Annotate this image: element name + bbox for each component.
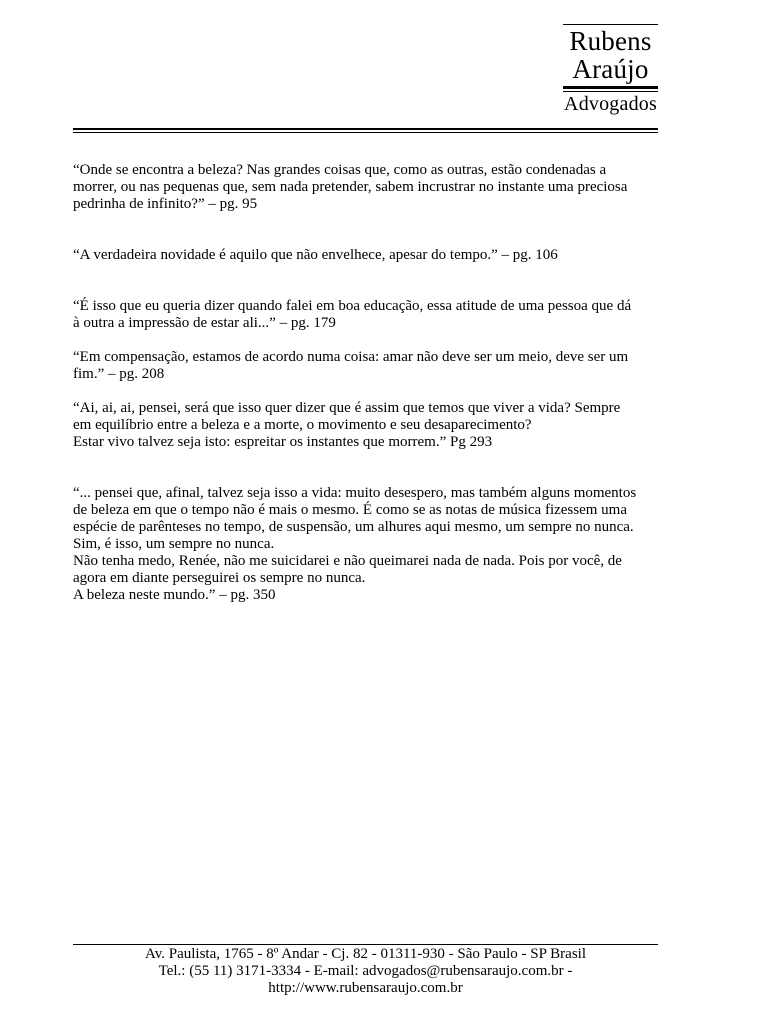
logo-top-rule — [563, 24, 658, 25]
paragraph-spacer — [73, 264, 673, 298]
header-separator — [73, 128, 658, 133]
footer-separator — [73, 944, 658, 945]
logo-name-araujo: Araújo — [572, 54, 649, 84]
paragraph-spacer — [73, 213, 673, 247]
quote-paragraph: “Onde se encontra a beleza? Nas grandes coisas que, como as outras, estão condenadas a morrer, ou nas pequenas que, sem nada pretender, sabem incrustrar no instante uma preciosa pedrinha de infinito?” – pg. 95 — [73, 162, 628, 212]
footer-contact: Tel.: (55 11) 3171-3334 - E-mail: advogados@rubensaraujo.com.br - — [158, 963, 573, 979]
page-footer — [73, 946, 658, 997]
logo-subtitle-advogados: Advogados — [564, 93, 657, 115]
quote-paragraph: “Em compensação, estamos de acordo numa coisa: amar não deve ser um meio, deve ser um fim.” – pg. 208 — [73, 349, 629, 382]
paragraph-spacer — [73, 383, 673, 400]
quote-paragraph: “É isso que eu queria dizer quando falei em boa educação, essa atitude de uma pessoa que dá à outra a impressão de estar ali...” – pg. 179 — [73, 298, 632, 331]
paragraph-spacer — [73, 451, 673, 485]
quote-paragraph: “A verdadeira novidade é aquilo que não envelhece, apesar do tempo.” – pg. 106 — [73, 247, 558, 263]
footer-website: http://www.rubensaraujo.com.br — [268, 980, 463, 996]
firm-logo — [563, 24, 658, 116]
footer-address: Av. Paulista, 1765 - 8º Andar - Cj. 82 - 01311-930 - São Paulo - SP Brasil — [144, 946, 586, 962]
paragraph-spacer — [73, 332, 673, 349]
document-body — [73, 162, 673, 604]
quote-paragraph: “Ai, ai, ai, pensei, será que isso quer dizer que é assim que temos que viver a vida? Sempre em equilíbrio entre a beleza e a morte, o movimento e seu desaparecimento? Estar vivo talvez seja isto: espreitar os instantes que morrem.” Pg 293 — [73, 400, 621, 450]
quote-paragraph: “... pensei que, afinal, talvez seja isso a vida: muito desespero, mas também alguns momentos de beleza em que o tempo não é mais o mesmo. É como se as notas de música fizessem uma espécie de parênteses no tempo, de suspensão, um alhures aqui mesmo, um sempre no nunca. Sim, é isso, um sempre no nunca. Não tenha medo, Renée, não me suicidarei e não queimarei nada de nada. Pois por você, de agora em diante perseguirei os sempre no nunca. A beleza neste mundo.” – pg. 350 — [73, 485, 637, 603]
logo-name-rubens: Rubens — [569, 26, 652, 56]
